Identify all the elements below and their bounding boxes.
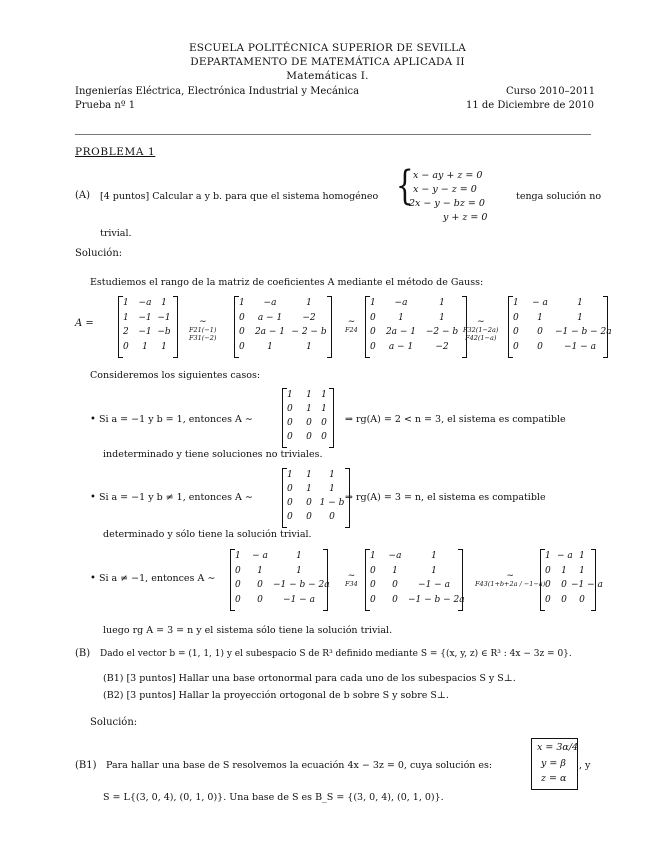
case-3-op-1 — [345, 572, 358, 588]
partB-statement: Dado el vector b = (1, 1, 1) y el subespacio S de R³ definido mediante S = {(x, y, z) ∈ R³ : 4x − 3z = 0}. — [100, 649, 572, 659]
matrix-cell: 1 — [321, 390, 327, 400]
matrix-cell: −1 — [138, 327, 152, 337]
partB-label: (B) — [75, 648, 91, 659]
matrix-A-label: A = — [75, 318, 94, 329]
equivalence-symbol: ∼ — [476, 317, 485, 327]
matrix-cell: 0 — [306, 512, 312, 522]
case-1-matrix-body — [282, 388, 334, 448]
matrix-cell: − a — [252, 551, 268, 561]
matrix-cell: 0 — [513, 327, 519, 337]
matrix-cell: −2 — [302, 312, 316, 323]
matrix-cell: 1 — [439, 312, 445, 323]
matrix-cell: − a — [557, 551, 573, 561]
matrix-cell: 2a − 1 — [385, 327, 417, 337]
matrix-cell: 0 — [287, 404, 293, 414]
header-divider — [75, 134, 591, 135]
matrix-cell: 1 — [577, 298, 583, 308]
matrix-cell: 0 — [306, 418, 312, 428]
matrix-cell: 0 — [513, 341, 519, 352]
matrix-cell: −1 − b − 2a — [408, 594, 465, 605]
matrix-cell: 0 — [287, 432, 293, 442]
matrix-cell: 1 — [370, 298, 376, 308]
matrix-cell: 2 — [123, 327, 129, 337]
department-name: DEPARTAMENTO DE MATEMÁTICA APLICADA II — [190, 56, 465, 68]
matrix-cell: 0 — [370, 327, 376, 337]
case-3-pre: Si a ≠ −1, entonces A ∼ — [98, 573, 216, 584]
gauss-op-1 — [189, 318, 216, 342]
partA-tail: tenga solución no — [516, 191, 602, 202]
case-2-pre: Si a = −1 y b ≠ 1, entonces A ∼ — [98, 492, 253, 503]
case-1-post: ⇒ rg(A) = 2 < n = 3, el sistema es compatible — [345, 414, 566, 425]
row-operation-label: F34 — [345, 580, 358, 588]
matrix-cell: 0 — [545, 580, 551, 590]
matrix-cell: 0 — [123, 341, 129, 352]
matrix-cell: 0 — [235, 594, 241, 605]
matrix-cell: 0 — [561, 580, 567, 590]
degrees: Ingenierías Eléctrica, Electrónica Industrial y Mecánica — [75, 86, 360, 97]
subject-name: Matemáticas I. — [286, 70, 369, 82]
matrix-cell: 1 — [142, 341, 148, 352]
matrix-cell: 0 — [287, 484, 293, 494]
matrix-cell: 0 — [257, 580, 263, 590]
case-2-lead: • Si a = −1 y b ≠ 1, entonces A ∼ — [90, 492, 253, 503]
matrix-cell: a − 1 — [257, 312, 283, 323]
case-1-pre: Si a = −1 y b = 1, entonces A ∼ — [98, 414, 253, 425]
matrix-cell: 0 — [392, 594, 398, 605]
matrix-cell: 1 — [431, 551, 437, 561]
matrix-cell: 0 — [370, 341, 376, 352]
case-3-op-2 — [475, 572, 545, 588]
matrix-cell: 1 — [306, 298, 312, 308]
partB2-statement: (B2) [3 puntos] Hallar la proyección ortogonal de b sobre S y sobre S⊥. — [103, 690, 449, 701]
row-operation-label: F24 — [345, 326, 358, 334]
matrix-cell: 1 — [306, 341, 312, 352]
matrix-cell: −1 — [157, 312, 171, 323]
b1-solution-box — [531, 738, 578, 790]
matrix-cell: −2 − b — [425, 327, 459, 337]
matrix-cell: 1 — [537, 312, 543, 323]
matrix-cell: 1 — [579, 551, 585, 561]
matrix-cell: 1 — [287, 470, 293, 480]
matrix-cell: 1 — [296, 551, 302, 561]
matrix-cell: −a — [263, 298, 277, 308]
matrix-cell: 1 — [161, 341, 167, 352]
matrix-cell: 0 — [239, 312, 245, 323]
matrix-cell: 1 — [123, 312, 129, 323]
matrix-cell: 0 — [306, 432, 312, 442]
row-operation-label: F43(1+b+2a / −1−a) — [475, 580, 546, 588]
matrix-cell: 0 — [239, 341, 245, 352]
equivalence-symbol: ∼ — [506, 571, 514, 581]
problem-title: PROBLEMA 1 — [75, 146, 156, 158]
matrix-cell: 1 — [161, 298, 167, 308]
matrix-cell: 0 — [321, 418, 327, 428]
matrix-cell: 1 — [329, 484, 335, 494]
b1-solution-label: (B1) — [75, 760, 97, 771]
matrix-cell: 0 — [235, 565, 241, 576]
b1-solution-text: Para hallar una base de S resolvemos la ecuación 4x − 3z = 0, cuya solución es: — [106, 760, 493, 771]
matrix-cell: 0 — [561, 594, 567, 605]
equivalence-symbol: ∼ — [198, 317, 207, 327]
matrix-cell: 1 — [561, 565, 567, 576]
school-name: ESCUELA POLITÉCNICA SUPERIOR DE SEVILLA — [188, 42, 467, 54]
system-row-4: y + z = 0 — [443, 212, 488, 223]
equivalence-symbol: ∼ — [347, 317, 356, 327]
partA-tail-2: trivial. — [100, 228, 132, 239]
solution-heading-2: Solución: — [90, 717, 138, 728]
b1-conclusion: S = L{(3, 0, 4), (0, 1, 0)}. Una base de S es B_S = {(3, 0, 4), (0, 1, 0)}. — [103, 792, 444, 803]
matrix-cell: 1 — [577, 312, 583, 323]
matrix-cell: 1 — [579, 565, 585, 576]
gauss-op-2 — [345, 318, 358, 334]
matrix-cell: −2 — [435, 341, 449, 352]
matrix-cell: 1 — [306, 484, 312, 494]
case-3-lead: • Si a ≠ −1, entonces A ∼ — [90, 573, 216, 584]
b1-box-line-3: z = α — [541, 773, 567, 784]
matrix-cell: 0 — [545, 565, 551, 576]
matrix-cell: 0 — [537, 341, 543, 352]
case-1-lead: • Si a = −1 y b = 1, entonces A ∼ — [90, 414, 253, 425]
gauss-op-3 — [463, 318, 498, 342]
matrix-cell: 0 — [545, 594, 551, 605]
matrix-cell: −b — [157, 327, 171, 337]
case-3-matrix-1 — [230, 549, 328, 611]
matrix-cell: 1 — [239, 298, 245, 308]
row-operation-label: F42(1−a) — [465, 334, 497, 342]
matrix-cell: 0 — [287, 512, 293, 522]
matrix-step-2 — [234, 296, 332, 358]
cases-intro: Consideremos los siguientes casos: — [90, 370, 261, 381]
partA-statement: [4 puntos] Calcular a y b. para que el sistema homogéneo — [100, 191, 379, 202]
matrix-cell: 0 — [287, 418, 293, 428]
system-brace: { — [395, 163, 414, 209]
gauss-intro: Estudiemos el rango de la matriz de coeficientes A mediante el método de Gauss: — [90, 277, 484, 288]
b1-box-tail: , y — [579, 760, 591, 771]
matrix-cell: 0 — [235, 580, 241, 590]
matrix-cell: 1 — [329, 470, 335, 480]
matrix-cell: −1 — [138, 312, 152, 323]
matrix-cell: 1 — [321, 404, 327, 414]
test-number: Prueba nº 1 — [75, 100, 136, 111]
case-3-matrix-3 — [540, 549, 603, 611]
matrix-cell: −a — [394, 298, 408, 308]
partA-label: (A) — [75, 190, 91, 201]
matrix-cell: 1 — [306, 470, 312, 480]
course-year: Curso 2010–2011 — [506, 86, 596, 97]
matrix-step-4 — [508, 296, 612, 358]
matrix-cell: 1 — [431, 565, 437, 576]
matrix-cell: 1 — [287, 390, 293, 400]
matrix-cell: 0 — [239, 327, 245, 337]
matrix-cell: −1 − b − 2a — [555, 327, 612, 337]
case-3-matrix-2 — [365, 549, 463, 611]
equivalence-symbol: ∼ — [347, 571, 356, 581]
matrix-cell: −1 − a — [571, 580, 603, 590]
matrix-cell: − 2 − b — [291, 327, 327, 337]
matrix-cell: 1 — [235, 551, 241, 561]
matrix-cell: 1 — [392, 565, 398, 576]
case-2-post: ⇒ rg(A) = 3 = n, el sistema es compatible — [345, 492, 546, 503]
exam-date: 11 de Diciembre de 2010 — [466, 100, 595, 111]
matrix-cell: 0 — [321, 432, 327, 442]
matrix-cell: −a — [138, 298, 152, 308]
matrix-step-3 — [365, 296, 467, 358]
matrix-cell: −1 − b − 2a — [273, 580, 330, 590]
matrix-cell: 0 — [329, 512, 335, 522]
matrix-cell: 0 — [392, 580, 398, 590]
matrix-cell: 1 — [545, 551, 551, 561]
matrix-cell: 1 — [370, 551, 376, 561]
matrix-cell: 1 — [306, 404, 312, 414]
matrix-cell: 1 — [267, 341, 273, 352]
system-row-1: x − ay + z = 0 — [413, 170, 483, 181]
matrix-cell: 0 — [306, 498, 312, 508]
row-operation-label: F32(1−2a) — [463, 326, 499, 334]
matrix-cell: 0 — [579, 594, 585, 605]
matrix-cell: −1 − a — [564, 341, 596, 352]
matrix-A — [118, 296, 178, 358]
matrix-cell: 0 — [287, 498, 293, 508]
row-operation-label: F31(−2) — [189, 334, 217, 342]
matrix-cell: 2a − 1 — [254, 327, 286, 337]
case-2-matrix-body — [282, 468, 350, 528]
matrix-cell: −a — [388, 551, 402, 561]
matrix-cell: 1 — [306, 390, 312, 400]
system-row-3: 2x − y − bz = 0 — [409, 198, 485, 209]
matrix-cell: 0 — [257, 594, 263, 605]
matrix-cell: a − 1 — [388, 341, 414, 352]
case-2-cont: determinado y sólo tiene la solución trivial. — [103, 529, 312, 540]
matrix-cell: 0 — [537, 327, 543, 337]
matrix-cell: 1 — [439, 298, 445, 308]
matrix-cell: 0 — [370, 580, 376, 590]
b1-box-line-2: y = β — [541, 758, 566, 769]
partB1-statement: (B1) [3 puntos] Hallar una base ortonormal para cada uno de los subespacios S y S⊥. — [103, 673, 516, 684]
matrix-cell: 1 — [296, 565, 302, 576]
matrix-cell: 1 — [257, 565, 263, 576]
b1-box-line-1: x = 3α/4 — [537, 742, 579, 753]
matrix-cell: 0 — [370, 312, 376, 323]
matrix-cell: 0 — [513, 312, 519, 323]
solution-heading-1: Solución: — [75, 248, 123, 259]
matrix-cell: −1 − a — [283, 594, 315, 605]
system-row-2: x − y − z = 0 — [413, 184, 477, 195]
matrix-cell: 0 — [370, 594, 376, 605]
matrix-cell: 1 — [123, 298, 129, 308]
case-1-cont: indeterminado y tiene soluciones no triviales. — [103, 449, 323, 460]
row-operation-label: F21(−1) — [189, 326, 217, 334]
matrix-cell: 1 — [513, 298, 519, 308]
matrix-cell: 1 — [398, 312, 404, 323]
matrix-cell: 0 — [370, 565, 376, 576]
matrix-cell: 1 − b — [319, 498, 345, 508]
matrix-cell: − a — [532, 298, 548, 308]
case-3-cont: luego rg A = 3 = n y el sistema sólo tiene la solución trivial. — [103, 625, 393, 636]
matrix-cell: −1 − a — [418, 580, 450, 590]
